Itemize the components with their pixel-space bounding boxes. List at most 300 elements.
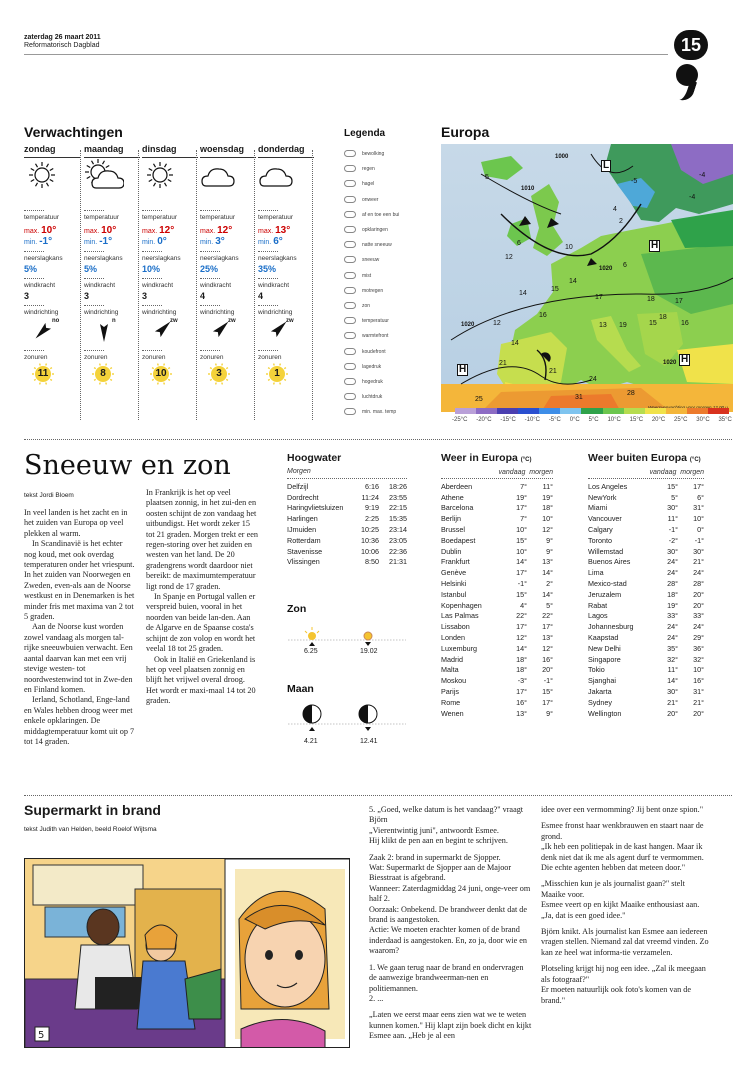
- value-cell: 7°: [520, 481, 527, 491]
- place-cell: IJmuiden: [287, 525, 317, 535]
- table-row: [588, 686, 704, 697]
- legend-item: [344, 393, 382, 403]
- comic-illustration: [24, 858, 350, 1048]
- rain-label: neerslagkans: [84, 255, 123, 262]
- rain-label: neerslagkans: [24, 255, 63, 262]
- min-value: 0°: [157, 236, 167, 247]
- legend-item: [344, 241, 392, 251]
- value-cell: 22°: [542, 611, 553, 621]
- isobar-label: 1020: [599, 266, 613, 272]
- place-cell: NewYork: [588, 492, 617, 502]
- wind-label: windkracht: [200, 282, 232, 289]
- min-label: min.: [84, 239, 98, 246]
- map-temperature: 24: [589, 376, 597, 383]
- table-row: [588, 567, 704, 578]
- min-temp: [258, 236, 314, 247]
- sunrise-icon: [305, 627, 319, 646]
- place-cell: Jeruzalem: [588, 589, 622, 599]
- value-cell: 20°: [693, 708, 704, 718]
- weather-world-unit: (°C): [689, 457, 701, 463]
- value-cell: 22:36: [389, 546, 407, 556]
- max-label: max.: [84, 228, 100, 235]
- table-row: [588, 589, 704, 600]
- value-cell: 24°: [667, 633, 678, 643]
- legend-label: warmtefront: [362, 333, 389, 340]
- story-paragraph: Wanneer: Zaterdagmiddag 24 juni, onge-veer om half 2.: [369, 883, 531, 904]
- table-row: [588, 513, 704, 524]
- weather-world-h1: vandaag: [649, 469, 677, 476]
- sun-hours-label: zonuren: [258, 354, 282, 361]
- value-cell: 14°: [667, 676, 678, 686]
- forecast-divider-2: [196, 150, 197, 420]
- table-row: [588, 665, 704, 676]
- scale-swatch: [603, 408, 624, 414]
- value-cell: 15°: [516, 589, 527, 599]
- weather-world-h2: morgen: [680, 469, 704, 476]
- sun-cloud-icon: [84, 158, 140, 206]
- weather-world-block: [588, 452, 704, 719]
- place-cell: Vancouver: [588, 514, 622, 524]
- table-row: [287, 492, 407, 503]
- map-temperature: 16: [681, 320, 689, 327]
- isobar-label: 1010: [521, 186, 535, 192]
- place-cell: Lima: [588, 568, 604, 578]
- place-cell: Stavenisse: [287, 546, 323, 556]
- place-cell: Sjanghai: [588, 676, 616, 686]
- scale-label: -5°C: [548, 417, 561, 423]
- value-cell: 29°: [693, 633, 704, 643]
- paragraph: Ook in Italië en Griekenland is het op veel plaatsen zonnig en blijft het vrijwel overal droog. Het wordt er maxi-maal 14 tot 20 graden.: [146, 654, 256, 706]
- wind-direction: [200, 316, 256, 346]
- wind-dir-code: zw: [228, 318, 236, 324]
- value-cell: 35°: [667, 643, 678, 653]
- rain-chance: 35%: [258, 264, 277, 274]
- rain-chance: 5%: [84, 264, 98, 274]
- story-paragraph: Er moeten natuurlijk ook foto's komen van de brand.": [541, 985, 691, 1005]
- scale-swatch: [539, 408, 560, 414]
- table-row: [588, 557, 704, 568]
- value-cell: 7°: [520, 514, 527, 524]
- sun-hours-value: 1: [274, 368, 280, 379]
- legend-label: af en toe een bui: [362, 211, 400, 218]
- table-row: [441, 708, 553, 719]
- legend-symbol-icon: [344, 256, 356, 263]
- scale-label: 25°C: [674, 417, 688, 423]
- legend-symbol-icon: [344, 348, 356, 355]
- value-cell: 24°: [693, 568, 704, 578]
- table-row: [588, 503, 704, 514]
- header-rule: [24, 54, 668, 55]
- min-temp: [84, 236, 140, 247]
- weather-europe-block: [441, 452, 553, 719]
- temp-label: temperatuur: [200, 214, 236, 221]
- place-cell: Wellington: [588, 708, 622, 718]
- tides-rule: [287, 478, 407, 479]
- scale-label: 0°C: [569, 417, 580, 423]
- temperature-scale-labels: [452, 417, 732, 423]
- min-value: -1°: [39, 236, 53, 247]
- table-row: [441, 654, 553, 665]
- value-cell: 15°: [516, 535, 527, 545]
- place-cell: Harlingen: [287, 514, 318, 524]
- moon-times: [288, 700, 406, 770]
- sun-hours-value: 8: [100, 368, 106, 379]
- scale-label: -20°C: [476, 417, 492, 423]
- weather-europe-table: [441, 481, 553, 719]
- map-temperature: 19: [619, 322, 627, 329]
- place-cell: Los Angeles: [588, 481, 628, 491]
- day-name: dinsdag: [142, 144, 198, 158]
- story-paragraph: Hij klikt de pen aan en begint te schrijven.: [369, 836, 508, 846]
- min-value: -1°: [99, 236, 113, 247]
- map-temperature: 12: [493, 320, 501, 327]
- scale-swatch: [497, 408, 518, 414]
- table-row: [287, 557, 407, 568]
- value-cell: 30°: [667, 687, 678, 697]
- value-cell: 0°: [697, 525, 704, 535]
- story-paragraph: „Laten we eerst maar eens zien wat we te weten kunnen komen." Hij klapt zijn boek dicht en kijkt Esmee aan. „Heb je al een: [369, 1010, 532, 1041]
- legend-symbol-icon: [344, 287, 356, 294]
- map-temperature: 28: [627, 390, 635, 397]
- value-cell: 18:26: [389, 481, 407, 491]
- table-row: [441, 600, 553, 611]
- max-label: max.: [200, 228, 216, 235]
- table-row: [441, 546, 553, 557]
- story-paragraph: Björn knikt. Als journalist kan Esmee aan iedereen vragen stellen. Niemand zal dat vreemd vinden. Zo kan ze heel wat informa-tie verzamelen.: [541, 927, 709, 957]
- map-temperature: 18: [659, 314, 667, 321]
- max-temp: [24, 225, 80, 236]
- table-row: [588, 632, 704, 643]
- legend-item: [344, 302, 370, 312]
- place-cell: Toronto: [588, 535, 612, 545]
- max-temp: [200, 225, 256, 236]
- value-cell: 24°: [693, 622, 704, 632]
- rain-label: neerslagkans: [142, 255, 181, 262]
- map-temperature: 17: [675, 298, 683, 305]
- newspaper-name: Reformatorisch Dagblad: [24, 42, 100, 49]
- paragraph: In Frankrijk is het op veel plaatsen zonnig, in het zui-den en oosten schijnt de zon vandaag het uitbundigst. Het wordt zeker 15 tot 21 graden. Morgen trekt er een regen-storing over het zuiden en westen van het land. De 20 gradengrens wordt daardoor niet bereikt: de maximumtemperatuur ligt rond de 17 graden.: [146, 488, 258, 591]
- forecast-day-0: [24, 144, 80, 422]
- legend-label: hogedruk: [362, 378, 383, 385]
- place-cell: Tokio: [588, 665, 605, 675]
- story-paragraph: Actie: We moeten erachter komen of de brand inderdaad is aangestoken. En, zo ja, door wie en waarom?: [369, 925, 528, 956]
- scale-label: -25°C: [452, 417, 468, 423]
- table-row: [441, 621, 553, 632]
- value-cell: 13°: [516, 708, 527, 718]
- value-cell: 30°: [667, 546, 678, 556]
- table-row: [287, 524, 407, 535]
- forecast-divider-3: [254, 150, 255, 420]
- place-cell: Parijs: [441, 687, 459, 697]
- temp-label: temperatuur: [24, 214, 60, 221]
- place-cell: Las Palmas: [441, 611, 479, 621]
- value-cell: -1°: [668, 525, 678, 535]
- value-cell: 10°: [542, 514, 553, 524]
- direction-label: windrichting: [258, 309, 293, 316]
- place-cell: Jakarta: [588, 687, 612, 697]
- place-cell: Moskou: [441, 676, 467, 686]
- sun-title: Zon: [287, 603, 307, 615]
- max-temp: [84, 225, 140, 236]
- place-cell: Helsinki: [441, 579, 467, 589]
- scale-label: 20°C: [651, 417, 666, 423]
- table-row: [441, 632, 553, 643]
- place-cell: Rabat: [588, 600, 608, 610]
- value-cell: 22:15: [389, 503, 407, 513]
- place-cell: Rome: [441, 697, 461, 707]
- wind-force: 4: [200, 291, 206, 301]
- place-cell: Athene: [441, 492, 464, 502]
- paragraph: Ierland, Schotland, Enge-land en Wales hebben droog weer met enkele opklaringen. De middagtemperatuur komt uit op 7 tot 14 graden.: [24, 695, 135, 746]
- map-temperature: 6: [517, 240, 521, 247]
- value-cell: 28°: [693, 579, 704, 589]
- sun-hours-value: 3: [216, 368, 222, 379]
- table-row: [588, 675, 704, 686]
- legend-label: luchtdruk: [362, 394, 383, 401]
- scale-swatch: [581, 408, 602, 414]
- legend-label: zon: [362, 302, 371, 309]
- forecast-title: Verwachtingen: [24, 124, 123, 140]
- legend-symbol-icon: [344, 302, 356, 309]
- legend-symbol-icon: [344, 180, 356, 187]
- direction-label: windrichting: [24, 309, 59, 316]
- sun-hours-badge: [148, 363, 174, 385]
- place-cell: Kopenhagen: [441, 600, 482, 610]
- table-row: [441, 697, 553, 708]
- isobar-label: 1020: [663, 360, 677, 366]
- day-name: maandag: [84, 144, 140, 158]
- table-row: [441, 589, 553, 600]
- wind-dir-code: zw: [170, 318, 178, 324]
- legend-item: [344, 317, 389, 327]
- value-cell: 24°: [667, 557, 678, 567]
- scale-label: 5°C: [588, 417, 599, 423]
- max-temp: [258, 225, 314, 236]
- map-temperature: 12: [505, 254, 513, 261]
- table-row: [588, 492, 704, 503]
- legend-label: regen: [362, 166, 375, 173]
- place-cell: Mexico-stad: [588, 579, 627, 589]
- table-row: [441, 513, 553, 524]
- weather-europe-title-text: Weer in Europa: [441, 452, 518, 464]
- story-column-2: [541, 805, 711, 1006]
- table-row: [441, 535, 553, 546]
- value-cell: 32°: [667, 654, 678, 664]
- min-value: 3°: [215, 236, 225, 247]
- max-value: 10°: [41, 225, 57, 236]
- direction-label: windrichting: [142, 309, 177, 316]
- value-cell: 10°: [693, 665, 704, 675]
- place-cell: Singapore: [588, 654, 621, 664]
- table-row: [441, 611, 553, 622]
- legend-label: sneeuw: [362, 257, 380, 264]
- story-paragraph: 2. ...: [369, 993, 384, 1003]
- map-temperature: -4: [689, 194, 696, 201]
- value-cell: -3°: [517, 676, 527, 686]
- map-temperature: 15: [649, 320, 657, 327]
- place-cell: Barcelona: [441, 503, 474, 513]
- direction-label: windrichting: [84, 309, 119, 316]
- value-cell: 11°: [667, 665, 678, 675]
- value-cell: 20°: [667, 708, 678, 718]
- legend-item: [344, 287, 383, 297]
- temp-label: temperatuur: [258, 214, 294, 221]
- table-row: [588, 643, 704, 654]
- min-temp: [24, 236, 80, 247]
- value-cell: 17°: [542, 622, 553, 632]
- legend-symbol-icon: [344, 378, 356, 385]
- moon-title: Maan: [287, 683, 314, 695]
- paragraph: In veel landen is het zacht en in het zuiden van Europa op veel plekken al warm.: [24, 508, 128, 538]
- table-row: [287, 546, 407, 557]
- place-cell: Willemstad: [588, 546, 624, 556]
- forecast-divider-4: [312, 150, 313, 420]
- map-temperature: 5: [485, 174, 489, 181]
- forecast-divider-1: [138, 150, 139, 420]
- pressure-mark: H: [651, 240, 659, 251]
- story-paragraph: „Misschien kun je als journalist gaan?" stelt Maaike voor.: [541, 879, 685, 899]
- place-cell: Dublin: [441, 546, 462, 556]
- value-cell: 21°: [693, 557, 704, 567]
- map-temperature: 6: [623, 262, 627, 269]
- value-cell: 16°: [693, 676, 704, 686]
- story-paragraph: Esmee fronst haar wenkbrauwen en staart naar de grond.: [541, 821, 704, 841]
- weather-world-rule: [588, 478, 704, 479]
- wind-force: 4: [258, 291, 264, 301]
- wind-direction: [258, 316, 314, 346]
- weather-europe-h1: vandaag: [498, 469, 526, 476]
- legend-item: [344, 211, 399, 221]
- legend-item: [344, 363, 381, 373]
- story-byline: tekst Judith van Helden, beeld Roelof Wijtsma: [24, 826, 157, 833]
- min-label: min.: [142, 239, 156, 246]
- isobar-label: 1000: [555, 154, 569, 160]
- table-row: [287, 481, 407, 492]
- value-cell: 17°: [693, 481, 704, 491]
- place-cell: Vlissingen: [287, 557, 320, 567]
- sunset-icon: [364, 632, 372, 646]
- map-temperature: 21: [549, 368, 557, 375]
- legend-item: [344, 378, 383, 388]
- value-cell: 11°: [667, 514, 678, 524]
- value-cell: 17°: [516, 622, 527, 632]
- map-temperature: 10: [565, 244, 573, 251]
- place-cell: Dordrecht: [287, 492, 319, 502]
- max-value: 10°: [101, 225, 117, 236]
- value-cell: 36°: [693, 643, 704, 653]
- legend-label: bewolking: [362, 150, 385, 157]
- scale-swatch: [518, 408, 539, 414]
- value-cell: 33°: [693, 611, 704, 621]
- sunrise-time: 6.25: [304, 648, 318, 655]
- scale-label: 15°C: [629, 417, 644, 423]
- value-cell: 13°: [542, 633, 553, 643]
- map-temperature: 14: [511, 340, 519, 347]
- legend-symbol-icon: [344, 196, 356, 203]
- value-cell: 5°: [671, 492, 678, 502]
- table-row: [441, 643, 553, 654]
- sun-hours-label: zonuren: [24, 354, 48, 361]
- value-cell: 14°: [542, 589, 553, 599]
- legend-item: [344, 272, 371, 282]
- place-cell: Luxemburg: [441, 643, 477, 653]
- value-cell: 17°: [516, 687, 527, 697]
- value-cell: 10°: [693, 514, 704, 524]
- min-temp: [142, 236, 198, 247]
- value-cell: 11:24: [361, 492, 379, 502]
- legend-item: [344, 256, 379, 266]
- scale-label: 30°C: [696, 417, 710, 423]
- story-paragraph: Zaak 2: brand in supermarkt de Sjopper.: [369, 852, 501, 862]
- map-temperature: 21: [499, 360, 507, 367]
- legend-item: [344, 180, 374, 190]
- scale-label: 35°C: [718, 417, 732, 423]
- story-title: Supermarkt in brand: [24, 802, 161, 818]
- value-cell: 10°: [516, 525, 527, 535]
- value-cell: 18°: [667, 589, 678, 599]
- forecast-day-2: [142, 144, 198, 422]
- map-temperature: -4: [699, 172, 706, 179]
- place-cell: New Delhi: [588, 643, 621, 653]
- value-cell: 16°: [542, 654, 553, 664]
- table-row: [588, 535, 704, 546]
- article-column-1: [24, 508, 136, 747]
- story-paragraph: „Vierentwintig juni", antwoordt Esmee.: [369, 825, 499, 835]
- story-paragraph: Wat: Supermarkt de Sjopper aan de Majoor Biesstraat is afgebrand.: [369, 863, 512, 883]
- moon-diagram: [288, 700, 406, 756]
- value-cell: 23:14: [389, 525, 407, 535]
- map-temperature: 14: [519, 290, 527, 297]
- pressure-mark: H: [459, 364, 467, 375]
- place-cell: Brussel: [441, 525, 465, 535]
- min-temp: [200, 236, 256, 247]
- place-cell: Genève: [441, 568, 467, 578]
- min-label: min.: [200, 239, 214, 246]
- value-cell: 6:16: [365, 481, 379, 491]
- place-cell: Malta: [441, 665, 459, 675]
- value-cell: 11°: [542, 481, 553, 491]
- table-row: [588, 697, 704, 708]
- forecast-divider-0: [80, 150, 81, 420]
- sun-hours-label: zonuren: [84, 354, 108, 361]
- day-name: woensdag: [200, 144, 256, 158]
- max-temp: [142, 225, 198, 236]
- table-row: [441, 675, 553, 686]
- place-cell: Lagos: [588, 611, 608, 621]
- story-paragraph: „Ik heb een politiepak in de kast hangen. Maar ik denk niet dat ik me als agent durf te vermommen. Die echte agenten hebben dat meteen door.": [541, 842, 704, 873]
- value-cell: 10:06: [361, 546, 379, 556]
- legend-item: [344, 150, 384, 160]
- story-column-1: [369, 805, 533, 1042]
- wind-label: windkracht: [84, 282, 116, 289]
- value-cell: 21°: [693, 697, 704, 707]
- table-row: [441, 492, 553, 503]
- value-cell: 31°: [693, 687, 704, 697]
- wind-label: windkracht: [258, 282, 290, 289]
- value-cell: 17°: [516, 503, 527, 513]
- value-cell: 13°: [542, 557, 553, 567]
- value-cell: 14°: [542, 568, 553, 578]
- weather-europe-rule: [441, 478, 553, 479]
- table-row: [441, 524, 553, 535]
- place-cell: Frankfurt: [441, 557, 470, 567]
- table-row: [588, 621, 704, 632]
- legend-label: temperatuur: [362, 318, 389, 325]
- value-cell: 14°: [516, 643, 527, 653]
- sun-hours-badge: [30, 363, 56, 385]
- value-cell: 6°: [697, 492, 704, 502]
- table-row: [588, 578, 704, 589]
